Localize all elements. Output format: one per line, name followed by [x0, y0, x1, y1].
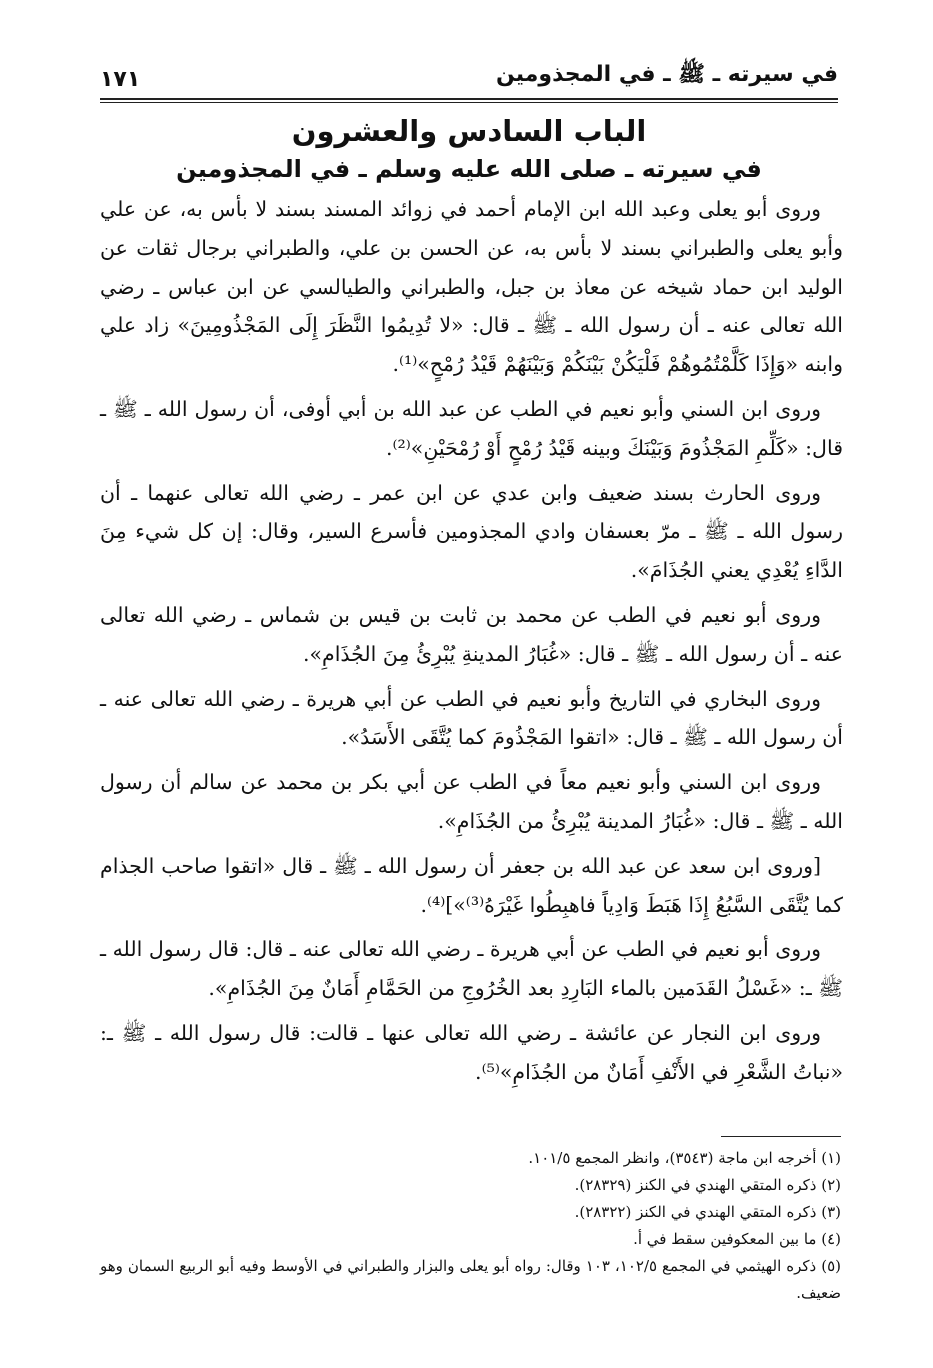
paragraph: وروى الحارث بسند ضعيف وابن عدي عن ابن عمر ـ رضي الله تعالى عنهما ـ أن رسول الله ـ ﷺ ـ مرّ بعسفان وادي المجذومين فأسرع السير، وقال: إن كل شيء مِنَ الدَّاءِ يُعْدِي يعني الجُذَامَ».: [100, 480, 843, 583]
footnote: (٤) ما بين المعكوفين سقط في أ.: [633, 1230, 841, 1248]
paragraph: وروى أبو يعلى وعبد الله ابن الإمام أحمد في زوائد المسند بسند لا بأس به، عن علي وأبو يعلى والطبراني بسند لا بأس به، عن الحسن بن علي، والطبراني برجال ثقات عن الوليد ابن حماد شيخه عن معاذ بن جبل، والطبراني والطيالسي عن ابن عباس ـ رضي الله تعالى عنه ـ أن رسول الله ـ ﷺ ـ قال: «لا تُدِيمُوا النَّظَرَ إِلَى المَجْذُومِينَ» زاد علي وابنه «وَإِذَا كَلَّمْتُمُوهُمْ فَلْيَكُنْ بَيْنَكُمْ وَبَيْنَهُمْ قَيْدُ رُمْحٍ»⁽¹⁾.: [100, 197, 843, 377]
footnote: (١) أخرجه ابن ماجة (٣٥٤٣)، وانظر المجمع ١٠١/٥.: [528, 1149, 841, 1167]
running-header: [100, 52, 838, 92]
footnote-rule: [721, 1136, 841, 1137]
footnote: (٥) ذكره الهيثمي في المجمع ١٠٢/٥، ١٠٣ وقال: رواه أبو يعلى والبزار والطبراني في الأوسط وفيه أبو الربيع السمان وهو ضعيف.: [100, 1257, 841, 1302]
paragraph: وروى ابن السني وأبو نعيم معاً في الطب عن أبي بكر بن محمد عن سالم أن رسول الله ـ ﷺ ـ قال: «غُبَارُ المدينة يُبْرِئُ من الجُذَامِ».: [100, 770, 843, 833]
page-number: ١٧١: [100, 67, 141, 92]
paragraph: [وروى ابن سعد عن عبد الله بن جعفر أن رسول الله ـ ﷺ ـ قال «اتقوا صاحب الجذام كما يُتَّقَى السَّبُعُ إِذَا هَبَطَ وَادِياً فاهبِطُوا غَيْرَهُ⁽³⁾»]⁽⁴⁾.: [100, 853, 843, 917]
footnote: (٢) ذكره المتقي الهندي في الكنز (٢٨٣٢٩).: [574, 1176, 841, 1194]
chapter-title: الباب السادس والعشرون: [291, 114, 647, 148]
footnote: (٣) ذكره المتقي الهندي في الكنز (٢٨٣٢٢).: [574, 1203, 841, 1221]
paragraph: وروى أبو نعيم في الطب عن محمد بن ثابت بن قيس بن شماس ـ رضي الله تعالى عنه ـ أن رسول الله ـ ﷺ ـ قال: «غُبَارُ المدينةِ يُبْرِئُ مِنَ الجُذَامِ».: [100, 602, 843, 666]
paragraph: وروى ابن النجار عن عائشة ـ رضي الله تعالى عنها ـ قالت: قال رسول الله ـ ﷺ ـ: «نباتُ الشَّعْرِ في الأَنْفِ أَمَانٌ من الجُذَامِ»⁽⁵⁾.: [100, 1020, 843, 1084]
body-text: [100, 190, 843, 1098]
paragraph: وروى البخاري في التاريخ وأبو نعيم في الطب عن أبي هريرة ـ رضي الله تعالى عنه ـ أن رسول الله ـ ﷺ ـ قال: «اتقوا المَجْذُومَ كما يُتَّقَى الأَسَدُ».: [100, 686, 843, 750]
header-rule: [100, 98, 838, 100]
chapter-subtitle: في سيرته ـ صلى الله عليه وسلم ـ في المجذومين: [176, 155, 762, 183]
paragraph: وروى أبو نعيم في الطب عن أبي هريرة ـ رضي الله تعالى عنه ـ قال: قال رسول الله ـ ﷺ ـ: «غَسْلُ القَدَمين بالماء البَارِدِ بعد الخُرُوجِ من الحَمَّامِ أَمَانٌ مِنَ الجُذَامِ».: [100, 937, 843, 1001]
footnotes: [100, 1145, 841, 1307]
running-title: في سيرته ـ ﷺ ـ في المجذومين: [496, 62, 838, 87]
paragraph: وروى ابن السني وأبو نعيم في الطب عن عبد الله بن أبي أوفى، أن رسول الله ـ ﷺ ـ قال: «كَلِّمِ المَجْذُومَ وَبَيْنَكَ وبينه قَيْدُ رُمْحٍ أَوْ رُمْحَيْنِ»⁽²⁾.: [100, 396, 843, 460]
header-rule-thin: [100, 102, 838, 103]
